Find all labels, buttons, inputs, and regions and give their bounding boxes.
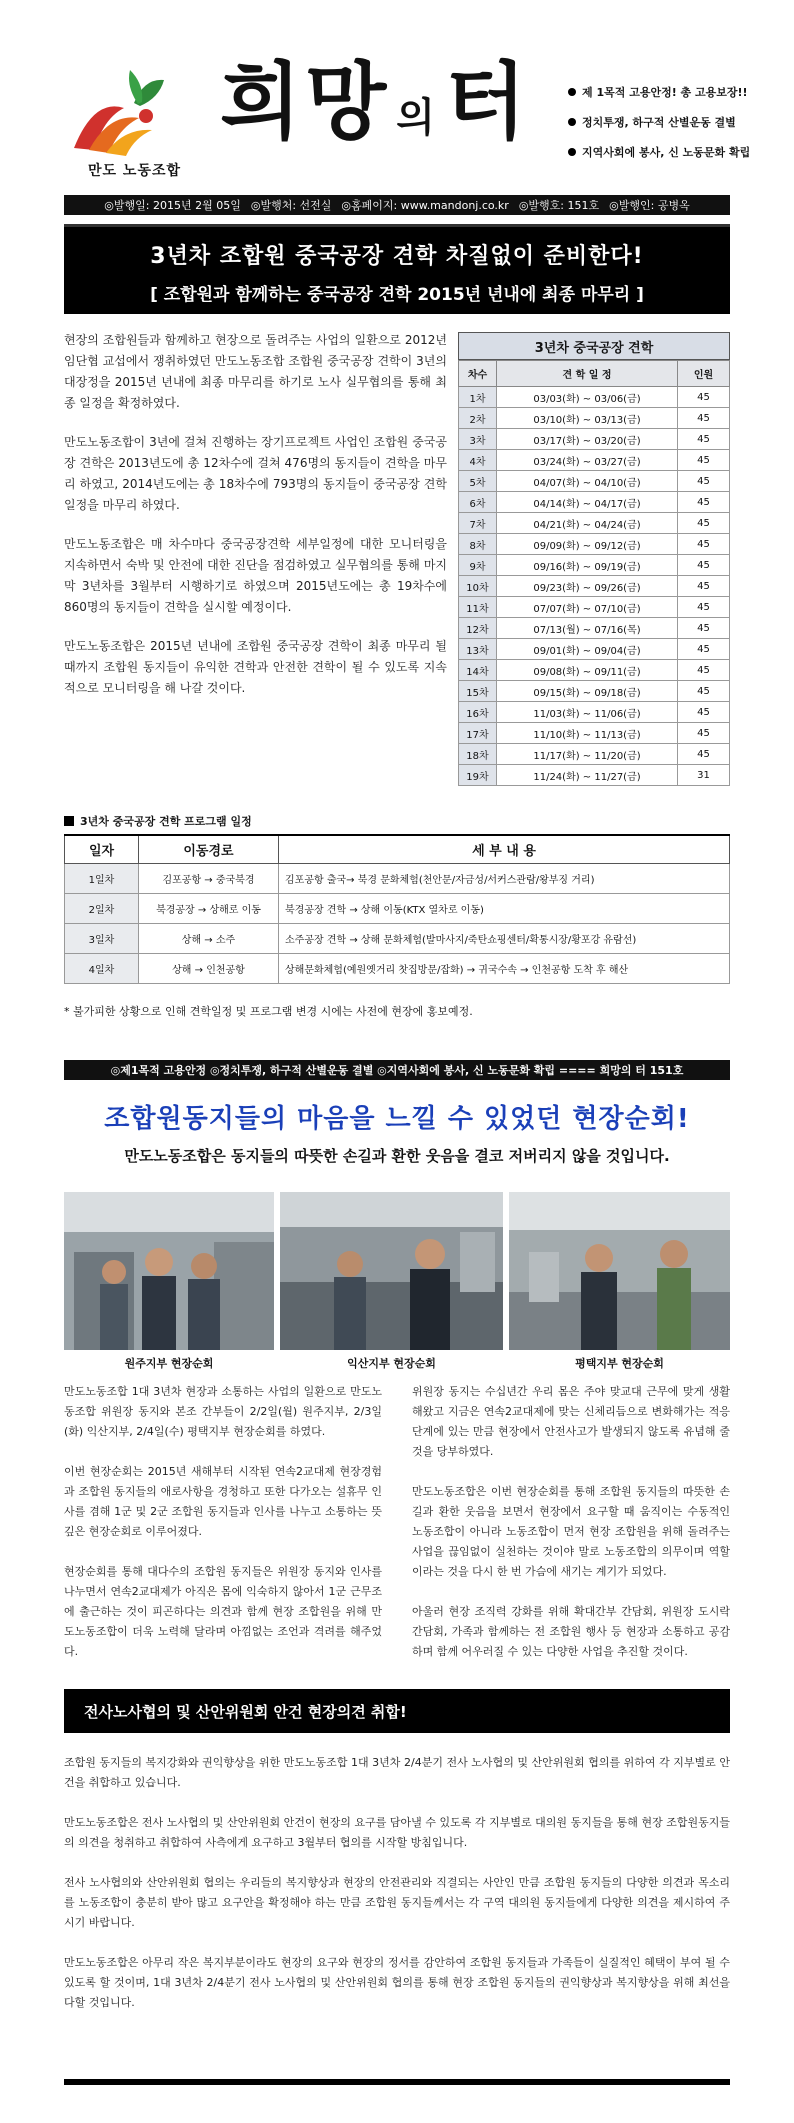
table-cell: 13차 bbox=[459, 639, 497, 660]
table-row bbox=[459, 513, 730, 534]
table-row bbox=[459, 597, 730, 618]
table-row bbox=[459, 702, 730, 723]
table-row bbox=[459, 576, 730, 597]
table-row bbox=[65, 863, 730, 893]
column-header: 이동경로 bbox=[139, 835, 279, 863]
table-cell: 2일차 bbox=[65, 893, 139, 923]
newsletter-masthead bbox=[220, 53, 531, 151]
table-cell: 17차 bbox=[459, 723, 497, 744]
table-cell: 09/08(화) ~ 09/11(금) bbox=[497, 660, 678, 681]
site-visit-headline: 조합원동지들의 마음을 느낄 수 있었던 현장순회! bbox=[104, 1104, 690, 1134]
table-cell: 9차 bbox=[459, 555, 497, 576]
table-row bbox=[459, 765, 730, 786]
table-cell: 45 bbox=[678, 723, 730, 744]
table-cell: 5차 bbox=[459, 471, 497, 492]
table-cell: 45 bbox=[678, 744, 730, 765]
table-row bbox=[459, 744, 730, 765]
table-cell: 09/09(화) ~ 09/12(금) bbox=[497, 534, 678, 555]
table-row bbox=[459, 471, 730, 492]
table-cell: 45 bbox=[678, 492, 730, 513]
schedule-table-box bbox=[458, 332, 730, 786]
table-cell: 31 bbox=[678, 765, 730, 786]
article-paragraph: 만도노동조합은 2015년 년내에 조합원 중국공장 견학이 최종 마무리 될 때까지 조합원 동지들이 유익한 견학과 안전한 견학이 될 수 있도록 지속적으로 모니터링을 해 나갈 것이다. bbox=[64, 639, 447, 695]
table-cell: 소주공장 견학 → 상해 문화체험(발마사지/죽탄쇼핑센터/확통시장/황포강 유람선) bbox=[279, 923, 730, 953]
table-cell: 16차 bbox=[459, 702, 497, 723]
table-cell: 03/17(화) ~ 03/20(금) bbox=[497, 429, 678, 450]
table-cell: 04/14(화) ~ 04/17(금) bbox=[497, 492, 678, 513]
column-header: 세 부 내 용 bbox=[279, 835, 730, 863]
program-note: * 불가피한 상황으로 인해 견학일정 및 프로그램 변경 시에는 사전에 현장에 홍보예정. bbox=[64, 1005, 473, 1018]
table-cell: 11/10(화) ~ 11/13(금) bbox=[497, 723, 678, 744]
article-paragraph: 만도노동조합은 아무리 작은 복지부분이라도 현장의 요구와 현장의 정서를 감안하여 조합원 동지들과 가족들이 실질적인 혜택이 부여 될 수 있도록 할 것이며, 1대 3년차 2/4분기 전사 노사협의 및 산안위원회 협의를 통해 현장 조합원 동지들의 권익향상과 복지향상을 위해 최선을 다할 것입니다. bbox=[64, 1956, 730, 2009]
table-row bbox=[459, 555, 730, 576]
site-visit-photo bbox=[509, 1192, 730, 1350]
table-cell: 03/10(화) ~ 03/13(금) bbox=[497, 408, 678, 429]
column-header: 일자 bbox=[65, 835, 139, 863]
table-row bbox=[459, 618, 730, 639]
table-cell: 1차 bbox=[459, 387, 497, 408]
article-paragraph: 만도노동조합이 3년에 걸쳐 진행하는 장기프로젝트 사업인 조합원 중국공장 견학은 2013년도에 총 12차수에 걸쳐 476명의 동지들이 견학을 마무리 하였고, 2014년도에는 총 18차수에 793명의 동지들이 중국공장 견학 일정을 마무리 하였다. bbox=[64, 435, 447, 512]
publisher-name: ◎발행인: 공병옥 bbox=[609, 199, 690, 212]
article-paragraph: 만도노동조합 1대 3년차 현장과 소통하는 사업의 일환으로 만도노동조합 위원장 동지와 본조 간부들이 2/2일(월) 원주지부, 2/3일(화) 익산지부, 2/4일(수) 평택지부 현장순회를 하였다. bbox=[64, 1385, 382, 1438]
table-cell: 상해 → 소주 bbox=[139, 923, 279, 953]
slogan-item: 제 1목적 고용안정! 총 고용보장!! bbox=[568, 84, 778, 100]
table-cell: 18차 bbox=[459, 744, 497, 765]
table-cell: 11/24(화) ~ 11/27(금) bbox=[497, 765, 678, 786]
site-visit-right-column bbox=[412, 1382, 730, 1682]
program-table-box bbox=[64, 834, 730, 984]
table-cell: 15차 bbox=[459, 681, 497, 702]
table-cell: 09/01(화) ~ 09/04(금) bbox=[497, 639, 678, 660]
table-cell: 04/07(화) ~ 04/10(금) bbox=[497, 471, 678, 492]
column-header: 차수 bbox=[459, 361, 497, 387]
table-cell: 45 bbox=[678, 702, 730, 723]
table-row bbox=[459, 387, 730, 408]
table-cell: 04/21(화) ~ 04/24(금) bbox=[497, 513, 678, 534]
article-paragraph: 위원장 동지는 수십년간 우리 몸은 주야 맞교대 근무에 맞게 생활해왔고 지금은 연속2교대제에 맞는 신체리듬으로 변화해가는 적응단계에 있는 만큼 현장에서 안전사고가 발생되지 않도록 유념해 줄 것을 당부하였다. bbox=[412, 1385, 730, 1458]
table-cell: 03/03(화) ~ 03/06(금) bbox=[497, 387, 678, 408]
table-cell: 07/13(월) ~ 07/16(목) bbox=[497, 618, 678, 639]
publish-date: ◎발행일: 2015년 2월 05일 bbox=[104, 199, 241, 212]
table-cell: 1일차 bbox=[65, 863, 139, 893]
article-paragraph: 만도노동조합은 전사 노사협의 및 산안위원회 안건이 현장의 요구를 담아낼 수 있도록 각 지부별로 대의원 동지들을 통해 현장 조합원동지들의 의견을 청취하고 취합하여 사측에게 요구하고 3월부터 협의를 시작할 방침입니다. bbox=[64, 1816, 730, 1849]
table-cell: 45 bbox=[678, 513, 730, 534]
article-paragraph: 조합원 동지들의 복지강화와 권익향상을 위한 만도노동조합 1대 3년차 2/4분기 전사 노사협의 및 산안위원회 협의를 위하여 각 지부별로 안건을 취합하고 있습니다. bbox=[64, 1756, 730, 1789]
schedule-table-title: 3년차 중국공장 견학 bbox=[458, 332, 730, 360]
column-header: 인원 bbox=[678, 361, 730, 387]
table-cell: 김포공항 출국→ 북경 문화체험(천안문/자금성/서커스관람/왕부징 거리) bbox=[279, 863, 730, 893]
program-table-title: 3년차 중국공장 견학 프로그램 일정 bbox=[64, 813, 252, 829]
article-paragraph: 만도노동조합은 이번 현장순회를 통해 조합원 동지들의 따뜻한 손길과 환한 웃음을 보면서 현장에서 요구할 때 움직이는 수동적인 노동조합이 아니라 노동조합이 먼저 현장 조합원을 위해 돌려주는 사업을 끊임없이 실천하는 것이야 말로 노동조합의 의무이며 역할이라는 것을 다시 한 번 가슴에 새기는 계기가 되었다. bbox=[412, 1485, 730, 1578]
union-logo-icon bbox=[64, 58, 184, 168]
schedule-table bbox=[458, 360, 730, 786]
table-cell: 4일차 bbox=[65, 953, 139, 983]
slogan-list bbox=[568, 84, 778, 174]
table-cell: 11/17(화) ~ 11/20(금) bbox=[497, 744, 678, 765]
photo-caption: 원주지부 현장순회 bbox=[124, 1357, 214, 1370]
publication-info-bar bbox=[64, 195, 730, 215]
table-cell: 8차 bbox=[459, 534, 497, 555]
bottom-rule bbox=[64, 2079, 730, 2085]
article-paragraph: 아울러 현장 조직력 강화를 위해 확대간부 간담회, 위원장 도시락 간담회, 가족과 함께하는 전 조합원 행사 등 현장과 소통하고 공감하며 함께 어우러질 수 있는 다양한 사업을 추진할 것이다. bbox=[412, 1605, 730, 1658]
homepage-link[interactable]: ◎홈페이지: www.mandonj.co.kr bbox=[341, 199, 509, 212]
table-row bbox=[65, 923, 730, 953]
table-cell: 45 bbox=[678, 681, 730, 702]
table-cell: 45 bbox=[678, 639, 730, 660]
table-cell: 19차 bbox=[459, 765, 497, 786]
table-cell: 09/16(화) ~ 09/19(금) bbox=[497, 555, 678, 576]
table-row bbox=[459, 639, 730, 660]
article-paragraph: 이번 현장순회는 2015년 새해부터 시작된 연속2교대제 현장경험과 조합원 동지들의 애로사항을 경청하고 또한 다가오는 설휴무 인사를 겸해 1군 및 2군 조합원 동지들과 인사를 나누고 소통하는 뜻깊은 현장순회로 이루어졌다. bbox=[64, 1465, 382, 1538]
bullet-icon bbox=[568, 148, 576, 156]
article-paragraph: 만도노동조합은 매 차수마다 중국공장견학 세부일정에 대한 모니터링을 지속하면서 숙박 및 안전에 대한 진단을 점검하였고 실무협의를 통해 마지막 3년차를 3월부터 시행하기로 하였으며 2015년도에는 총 19차수에 860명의 동지들이 견학을 실시할 예정이다. bbox=[64, 537, 447, 614]
table-cell: 45 bbox=[678, 660, 730, 681]
table-row bbox=[459, 429, 730, 450]
table-cell: 14차 bbox=[459, 660, 497, 681]
bullet-icon bbox=[568, 88, 576, 96]
table-row bbox=[459, 492, 730, 513]
table-cell: 09/23(화) ~ 09/26(금) bbox=[497, 576, 678, 597]
safety-section-header bbox=[64, 1689, 730, 1733]
table-cell: 3차 bbox=[459, 429, 497, 450]
slogan-item: 지역사회에 봉사, 신 노동문화 확립 bbox=[568, 144, 778, 160]
table-cell: 09/15(화) ~ 09/18(금) bbox=[497, 681, 678, 702]
table-cell: 북경공장 → 상해로 이동 bbox=[139, 893, 279, 923]
bullet-icon bbox=[568, 118, 576, 126]
table-row bbox=[459, 450, 730, 471]
program-table bbox=[64, 834, 730, 984]
table-row bbox=[65, 893, 730, 923]
site-visit-photo bbox=[64, 1192, 274, 1350]
table-cell: 45 bbox=[678, 408, 730, 429]
site-visit-photo bbox=[280, 1192, 503, 1350]
main-subheadline: [ 조합원과 함께하는 중국공장 견학 2015년 년내에 최종 마무리 ] bbox=[150, 285, 644, 305]
table-cell: 7차 bbox=[459, 513, 497, 534]
table-cell: 10차 bbox=[459, 576, 497, 597]
table-cell: 03/24(화) ~ 03/27(금) bbox=[497, 450, 678, 471]
table-cell: 11차 bbox=[459, 597, 497, 618]
square-bullet-icon bbox=[64, 816, 74, 826]
table-cell: 45 bbox=[678, 597, 730, 618]
photo-caption: 평택지부 현장순회 bbox=[575, 1357, 664, 1370]
table-row bbox=[459, 723, 730, 744]
table-row bbox=[459, 534, 730, 555]
publisher-dept: ◎발행처: 선전실 bbox=[250, 199, 332, 212]
table-cell: 12차 bbox=[459, 618, 497, 639]
masthead-small: 의 bbox=[396, 95, 439, 141]
table-cell: 45 bbox=[678, 618, 730, 639]
table-cell: 상해 → 인천공항 bbox=[139, 953, 279, 983]
masthead-part2: 터 bbox=[444, 53, 531, 151]
article-paragraph: 전사 노사협의와 산안위원회 협의는 우리들의 복지향상과 현장의 안전관리와 직결되는 사안인 만큼 조합원 동지들의 다양한 의견과 목소리를 노동조합이 충분히 받아 많고 요구안을 확정해야 하는 만큼 조합원 동지들께서는 각 구역 대의원 동지들에게 다양한 의견을 제시하여 주시기 바랍니다. bbox=[64, 1876, 730, 1929]
table-row bbox=[459, 408, 730, 429]
table-cell: 07/07(화) ~ 07/10(금) bbox=[497, 597, 678, 618]
main-headline: 3년차 조합원 중국공장 견학 차질없이 준비한다! bbox=[150, 244, 644, 269]
table-cell: 45 bbox=[678, 534, 730, 555]
intro-article bbox=[64, 330, 447, 717]
article-paragraph: 현장의 조합원들과 함께하고 현장으로 돌려주는 사업의 일환으로 2012년 임단협 교섭에서 쟁취하였던 만도노동조합 조합원 중국공장 견학이 3년의 대장정을 2015년 년내에 최종 마무리를 하기로 노사 실무협의를 통해 최종 일정을 확정하였다. bbox=[64, 333, 447, 410]
table-cell: 2차 bbox=[459, 408, 497, 429]
slogan-item: 정치투쟁, 하구적 산별운동 결별 bbox=[568, 114, 778, 130]
table-cell: 3일차 bbox=[65, 923, 139, 953]
table-cell: 북경공장 견학 → 상해 이동(KTX 열차로 이동) bbox=[279, 893, 730, 923]
table-cell: 11/03(화) ~ 11/06(금) bbox=[497, 702, 678, 723]
union-name: 만도 노동조합 bbox=[88, 163, 182, 179]
safety-headline: 전사노사협의 및 산안위원회 안건 현장의견 취합! bbox=[84, 1703, 407, 1721]
column-header: 견 학 일 정 bbox=[497, 361, 678, 387]
table-row bbox=[65, 953, 730, 983]
table-cell: 45 bbox=[678, 429, 730, 450]
table-cell: 4차 bbox=[459, 450, 497, 471]
photo-caption: 익산지부 현장순회 bbox=[347, 1357, 436, 1370]
safety-article bbox=[64, 1753, 730, 2033]
section-divider-bar: ◎제1목적 고용안정 ◎정치투쟁, 하구적 산별운동 결별 ◎지역사회에 봉사, 신 노동문화 확립 ==== 희망의 터 151호 bbox=[64, 1060, 730, 1080]
site-visit-subheadline: 만도노동조합은 동지들의 따뜻한 손길과 환한 웃음을 결코 저버리지 않을 것입니다. bbox=[124, 1147, 670, 1165]
headline-box bbox=[64, 224, 730, 314]
table-cell: 45 bbox=[678, 555, 730, 576]
masthead-part1: 희망 bbox=[220, 53, 391, 151]
table-cell: 45 bbox=[678, 387, 730, 408]
table-cell: 6차 bbox=[459, 492, 497, 513]
table-row bbox=[459, 660, 730, 681]
issue-number: ◎발행호: 151호 bbox=[518, 199, 600, 212]
table-cell: 45 bbox=[678, 471, 730, 492]
table-cell: 45 bbox=[678, 450, 730, 471]
article-paragraph: 현장순회를 통해 대다수의 조합원 동지들은 위원장 동지와 인사를 나누면서 연속2교대제가 아직은 몸에 익숙하지 않아서 1군 근무조에 출근하는 것이 피곤하다는 의견과 함께 현장 조합원을 위해 만도노동조합이 더욱 노력해 달라며 아낌없는 조언과 격려를 해주었다. bbox=[64, 1565, 382, 1658]
site-visit-left-column bbox=[64, 1382, 382, 1682]
table-cell: 45 bbox=[678, 576, 730, 597]
table-cell: 김포공항 → 중국북경 bbox=[139, 863, 279, 893]
table-cell: 상해문화체험(예원옛거리 찻집방문/잡화) → 귀국수속 → 인천공항 도착 후 해산 bbox=[279, 953, 730, 983]
table-row bbox=[459, 681, 730, 702]
